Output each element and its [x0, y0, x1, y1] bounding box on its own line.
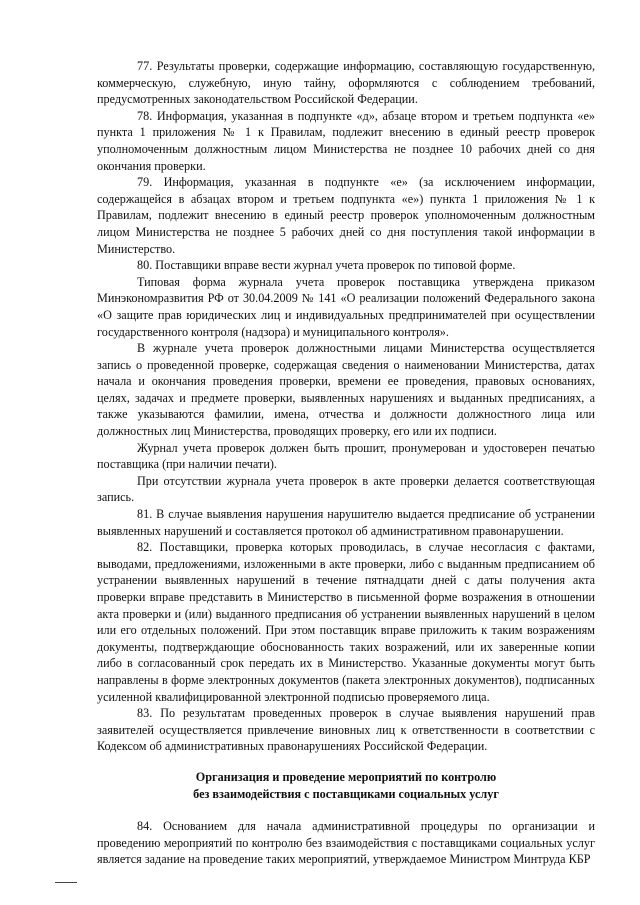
heading-spacer — [97, 802, 595, 818]
paragraph-83: 83. По результатам проведенных проверок в случае выявления нарушений прав заявителей осуществляется привлечение виновных лиц к ответственности в соответствии с Кодексом об административных правонарушениях Российской Федерации. — [97, 706, 595, 754]
paragraph-79: 79. Информация, указанная в подпункте «е» (за исключением информации, содержащейся в абзацах втором и третьем подпункта «е») пункта 1 приложения № 1 к Правилам, подлежит внесению в единый реестр проверок уполномоченным должностным лицом Министерства не позднее 5 рабочих дней со дня поступления такой информации в Министерство. — [97, 175, 595, 256]
paragraph-78: 78. Информация, указанная в подпункте «д», абзаце втором и третьем подпункта «е» пункта 1 приложения № 1 к Правилам, подлежит внесению в единый реестр проверок уполномоченным должностным лицом Министерства не позднее 10 рабочих дней со дня окончания проверки. — [97, 108, 595, 173]
paragraph-84: 84. Основанием для начала административной процедуры по организации и проведению мероприятий по контролю без взаимодействия с поставщиками социальных услуг является задание на проведение таких мероприятий, утверждаемое Министром Минтруда КБР — [97, 819, 595, 867]
paragraph-journal-stitched: Журнал учета проверок должен быть прошит, пронумерован и удостоверен печатью поставщика (при наличии печати). — [97, 440, 595, 472]
section-heading-line-2: без взаимодействия с поставщиками социальных услуг — [193, 786, 499, 801]
paragraph-80: 80. Поставщики вправе вести журнал учета проверок по типовой форме. — [137, 258, 516, 273]
paragraph-82: 82. Поставщики, проверка которых проводилась, в случае несогласия с фактами, выводами, предложениями, изложенными в акте проверки, либо с выданным предписанием об устранении выявленных нарушений в течение пятнадцати дней с даты получения акта проверки вправе представить в Министерство в письменной форме возражения в отношении акта проверки и (или) выданного предписания об устранении выявленных нарушений в целом или его отдельных положений. При этом поставщик вправе приложить к таким возражениям документы, подтверждающие обоснованность таких возражений, или их заверенные копии либо в согласованный срок передать их в Министерство. Указанные документы могут быть направлены в форме электронных документов (пакета электронных документов), подписанных усиленной квалифицированной электронной подписью проверяемого лица. — [97, 540, 595, 704]
paragraph-typical-form: Типовая форма журнала учета проверок поставщика утверждена приказом Минэкономразвития РФ от 30.04.2009 № 141 «О реализации положений Федерального закона «О защите прав юридических лиц и индивидуальных предпринимателей при осуществлении государственного контроля (надзора) и муниципального контроля». — [97, 274, 595, 339]
section-heading — [97, 769, 595, 802]
paragraph-77: 77. Результаты проверки, содержащие информацию, составляющую государственную, коммерческую, служебную, иную тайну, оформляются с соблюдением требований, предусмотренных законодательством Российской Федерации. — [97, 59, 595, 107]
footer-line — [55, 882, 77, 883]
document-body — [97, 58, 595, 868]
paragraph-no-journal: При отсутствии журнала учета проверок в акте проверки делается соответствующая запись. — [97, 473, 595, 505]
paragraph-journal-record: В журнале учета проверок должностными лицами Министерства осуществляется запись о проведенной проверке, содержащая сведения о наименовании Министерства, датах начала и окончания проведения проверки, времени ее проведения, правовых основаниях, целях, задачах и предмете проверки, выявленных нарушениях и выданных предписаниях, а также указываются фамилии, имена, отчества и должности должностного лица или должностных лиц Министерства, проводящих проверку, его или их подписи. — [97, 341, 595, 439]
paragraph-81: 81. В случае выявления нарушения нарушителю выдается предписание об устранении выявленных нарушений и составляется протокол об административном правонарушении. — [97, 507, 595, 538]
section-heading-line-1: Организация и проведение мероприятий по контролю — [195, 769, 497, 784]
